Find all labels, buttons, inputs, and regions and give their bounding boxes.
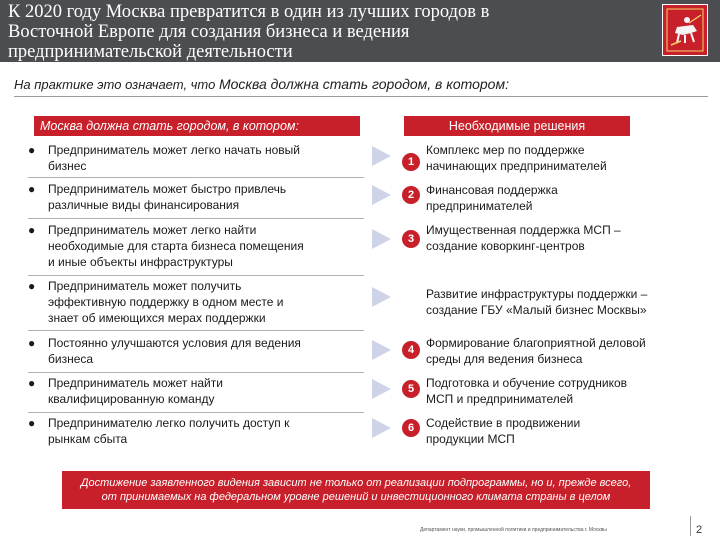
arrow-right-icon [372, 229, 391, 249]
title-line: Восточной Европе для создания бизнеса и ведения [8, 22, 410, 42]
list-item [28, 278, 364, 331]
list-item [28, 181, 364, 219]
solution-number-badge: 1 [402, 153, 420, 171]
arrow-right-icon [372, 418, 391, 438]
item-line: и иные объекты инфраструктуры [48, 255, 233, 269]
item-line: необходимые для старта бизнеса помещения [48, 239, 304, 253]
source-caption: Департамент науки, промышленной политики и предпринимательства г. Москвы [420, 527, 607, 533]
solution-line: Имущественная поддержка МСП – [426, 223, 621, 237]
moscow-coat-of-arms-icon [662, 4, 708, 56]
list-item [28, 335, 364, 373]
solution-number-badge: 4 [402, 341, 420, 359]
bullet-icon: ● [28, 336, 36, 350]
solution-line: среды для ведения бизнеса [426, 352, 583, 366]
item-line: рынкам сбыта [48, 432, 128, 446]
footer-note-line: Достижение заявленного видения зависит не только от реализации подпрограммы, но и, прежде всего, [80, 477, 632, 489]
solution-line: продукции МСП [426, 432, 515, 446]
list-item [28, 142, 364, 178]
item-line: квалифицированную команду [48, 392, 215, 406]
item-line: эффективную поддержку в одном месте и [48, 295, 284, 309]
item-line: различные виды финансирования [48, 198, 240, 212]
bullet-icon: ● [28, 223, 36, 237]
header-bar [0, 0, 720, 62]
bullet-icon: ● [28, 143, 36, 157]
list-item [28, 222, 364, 276]
bullet-icon: ● [28, 376, 36, 390]
arrow-right-icon [372, 146, 391, 166]
arrow-right-icon [372, 379, 391, 399]
page-title [8, 2, 648, 62]
solution-item [426, 142, 694, 174]
footer-note [62, 471, 650, 509]
left-column-header: Москва должна стать городом, в котором: [34, 116, 360, 136]
item-line: Предприниматель может легко найти [48, 223, 257, 237]
title-line: предпринимательской деятельности [8, 42, 293, 62]
arrow-right-icon [372, 340, 391, 360]
item-line: Предпринимателю легко получить доступ к [48, 416, 290, 430]
subtitle-emphasis: Москва должна стать городом, в котором: [218, 76, 509, 92]
arrow-right-icon [372, 287, 391, 307]
solution-line: Содействие в продвижении [426, 416, 581, 430]
arrow-right-icon [372, 185, 391, 205]
solution-item [426, 182, 694, 214]
item-line: Предприниматель может быстро привлечь [48, 182, 287, 196]
solution-line: создание коворкинг-центров [426, 239, 585, 253]
solution-line: Формирование благоприятной деловой [426, 336, 646, 350]
item-line: Предприниматель может получить [48, 279, 242, 293]
right-column-header: Необходимые решения [404, 116, 630, 136]
item-line: знает об имеющихся мерах поддержки [48, 311, 266, 325]
solution-item [426, 335, 694, 367]
item-line: Постоянно улучшаются условия для ведения [48, 336, 301, 350]
title-line: К 2020 году Москва превратится в один из лучших городов в [8, 2, 490, 22]
item-line: бизнеса [48, 352, 94, 366]
bullet-icon: ● [28, 182, 36, 196]
item-line: бизнес [48, 159, 87, 173]
solution-line: начинающих предпринимателей [426, 159, 607, 173]
solution-number-badge: 5 [402, 380, 420, 398]
bullet-icon: ● [28, 279, 36, 293]
item-line: Предприниматель может легко начать новый [48, 143, 300, 157]
list-item [28, 375, 364, 413]
solution-line: Развитие инфраструктуры поддержки – [426, 287, 648, 301]
list-item [28, 415, 364, 453]
solution-number-badge: 3 [402, 230, 420, 248]
solution-item [426, 415, 694, 447]
solution-line: Финансовая поддержка [426, 183, 558, 197]
solution-line: Комплекс мер по поддержке [426, 143, 585, 157]
solution-number-badge: 6 [402, 419, 420, 437]
solution-line: Подготовка и обучение сотрудников [426, 376, 628, 390]
page-number-divider [690, 516, 691, 536]
divider [14, 96, 708, 97]
bullet-icon: ● [28, 416, 36, 430]
solution-line: МСП и предпринимателей [426, 392, 574, 406]
solution-item [426, 286, 694, 318]
solution-item [426, 375, 694, 407]
footer-note-line: от принимаемых на федеральном уровне решений и инвестиционного климата страны в целом [101, 491, 611, 503]
solution-item [426, 222, 694, 254]
page-number: 2 [696, 524, 703, 536]
subtitle-prefix: На практике это означает, что [14, 77, 219, 92]
solution-line: создание ГБУ «Малый бизнес Москвы» [426, 303, 647, 317]
page-subtitle [14, 76, 509, 92]
solution-number-badge: 2 [402, 186, 420, 204]
solution-line: предпринимателей [426, 199, 533, 213]
item-line: Предприниматель может найти [48, 376, 223, 390]
